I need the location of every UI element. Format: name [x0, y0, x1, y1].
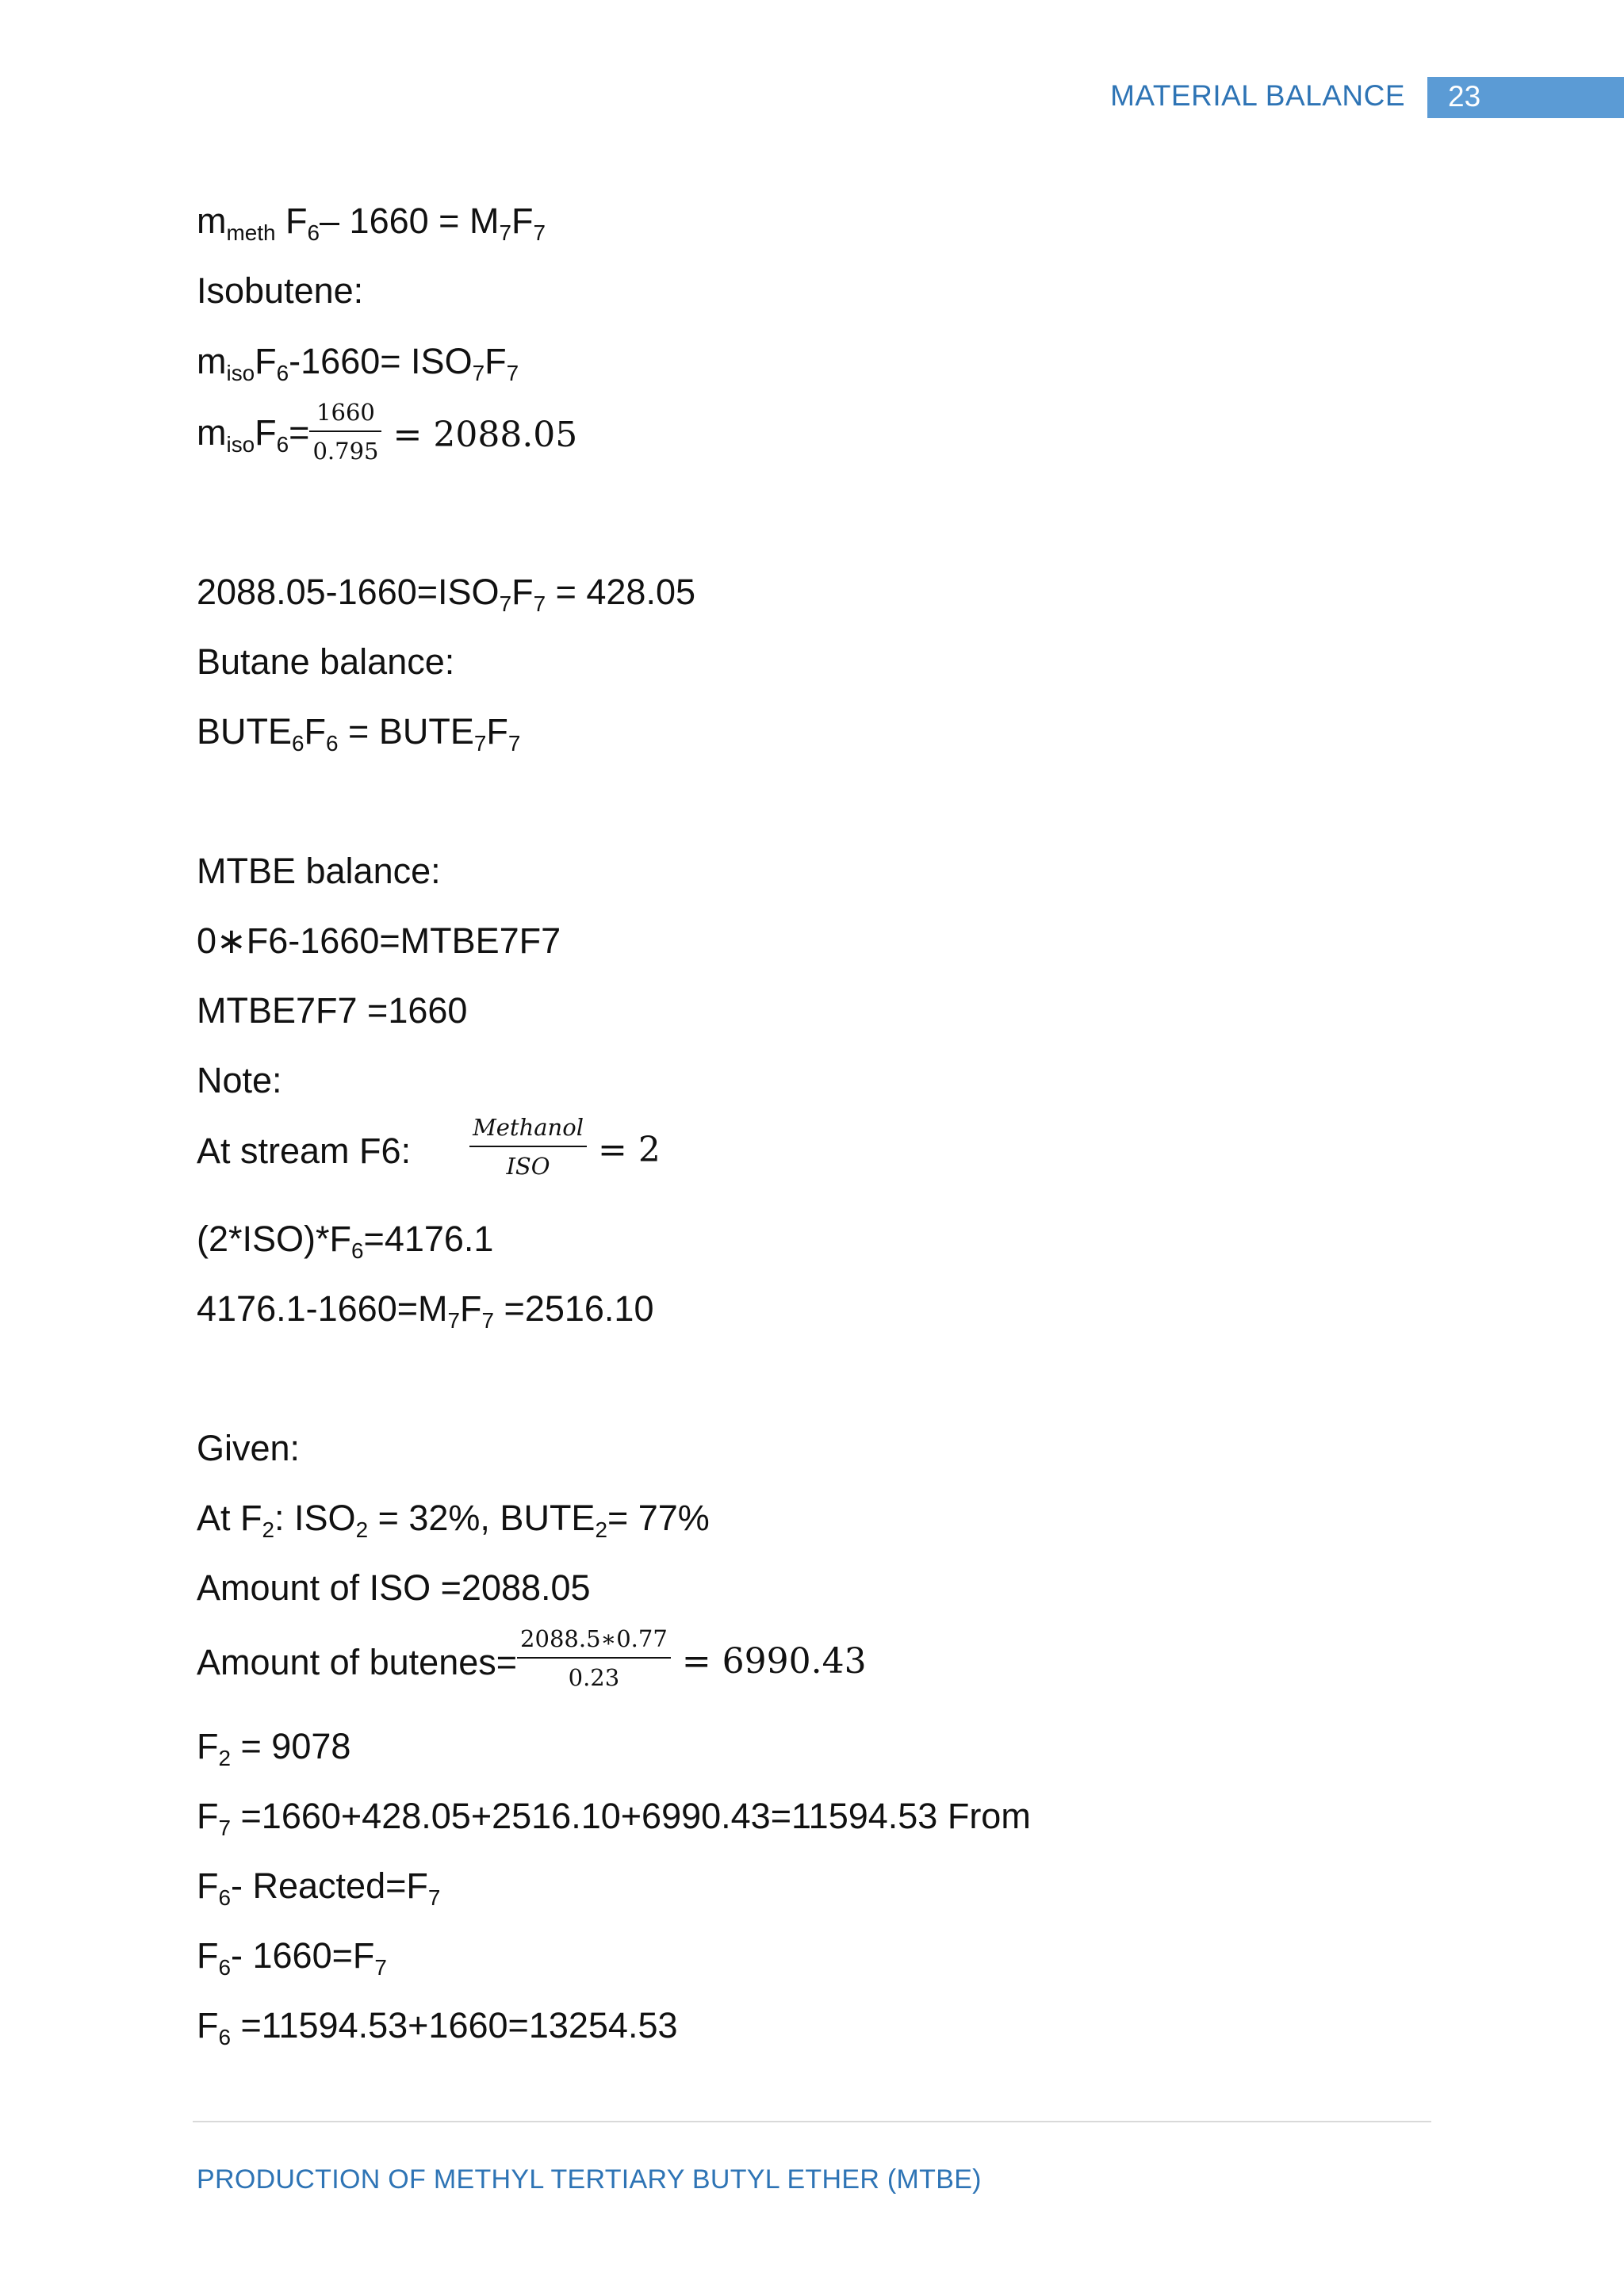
eq-f6-result: $F_6 =11594.53+1660=13254.53$	[197, 2005, 678, 2049]
heading-isobutene: Isobutene:	[197, 270, 364, 311]
page-number: 23	[1448, 80, 1481, 113]
footer-divider	[193, 2121, 1431, 2122]
eq-butane-balance: $BUTE_6F_6$ = $BUTE_7F_7$	[197, 711, 521, 756]
eq-isobutene-fraction: $m_{iso}F_6=$ $\frac{1660}{0.795}$ = 2088.05	[197, 399, 578, 465]
heading-butane-balance: Butane balance:	[197, 641, 455, 682]
fraction: $\frac{1660}{0.795}$	[309, 400, 381, 465]
fraction: $\frac{2088.5∗0.77}{0.23}$	[517, 1626, 671, 1692]
eq-iso7f7-result: $2088.05-1660=ISO_7F_7 = 428.05$	[197, 572, 696, 616]
eq-m7f7-result: $4176.1-1660=M_7F_7 =2516.10$	[197, 1288, 654, 1333]
eq-methanol-f6: $(2*ISO)*F_6=4176.1$	[197, 1219, 494, 1263]
eq-amount-iso: Amount of ISO =2088.05	[197, 1567, 591, 1608]
eq-stream-f6-ratio: At stream F6: $\frac{\text{Methanol}}{\text{ISO}}$ = 2	[197, 1114, 661, 1181]
eq-f2-value: $F_2 = 9078$	[197, 1726, 351, 1770]
eq-f6-reacted: $F_6-$ $Reacted=F_7$	[197, 1866, 441, 1910]
eq-given-composition: At $F_2$: $ISO_2 = 32\%$, $BUTE_2= 77\%$	[197, 1498, 710, 1542]
heading-given: Given:	[197, 1428, 301, 1468]
running-footer: PRODUCTION OF METHYL TERTIARY BUTYL ETHER (MTBE)	[197, 2164, 982, 2195]
eq-methanol-balance: $m_{meth}$ $F_6-$ $1660 = M_7F_7$	[197, 201, 546, 245]
heading-note: Note:	[197, 1060, 282, 1100]
running-header-title: MATERIAL BALANCE	[1110, 79, 1405, 112]
eq-amount-butenes: Amount of butenes= $\frac{2088.5∗0.77}{0.23}$ = 6990.43	[197, 1625, 867, 1692]
eq-mtbe-result: MTBE7F7 =1660	[197, 990, 468, 1031]
eq-mtbe-balance: 0∗F6-1660=MTBE7F7	[197, 920, 561, 961]
eq-isobutene-balance: $m_{iso}F_6-1660= ISO_7F_7$	[197, 341, 519, 385]
page-number-box	[1427, 77, 1624, 118]
fraction: $\frac{\text{Methanol}}{\text{ISO}}$	[469, 1115, 587, 1181]
heading-mtbe-balance: MTBE balance:	[197, 851, 441, 891]
eq-f6-minus: $F_6-$ $1660=F_7$	[197, 1935, 387, 1980]
eq-f7-sum: $F_7 =1660+428.05+2516.10+6990.43=11594.53$ From	[197, 1796, 1031, 1840]
